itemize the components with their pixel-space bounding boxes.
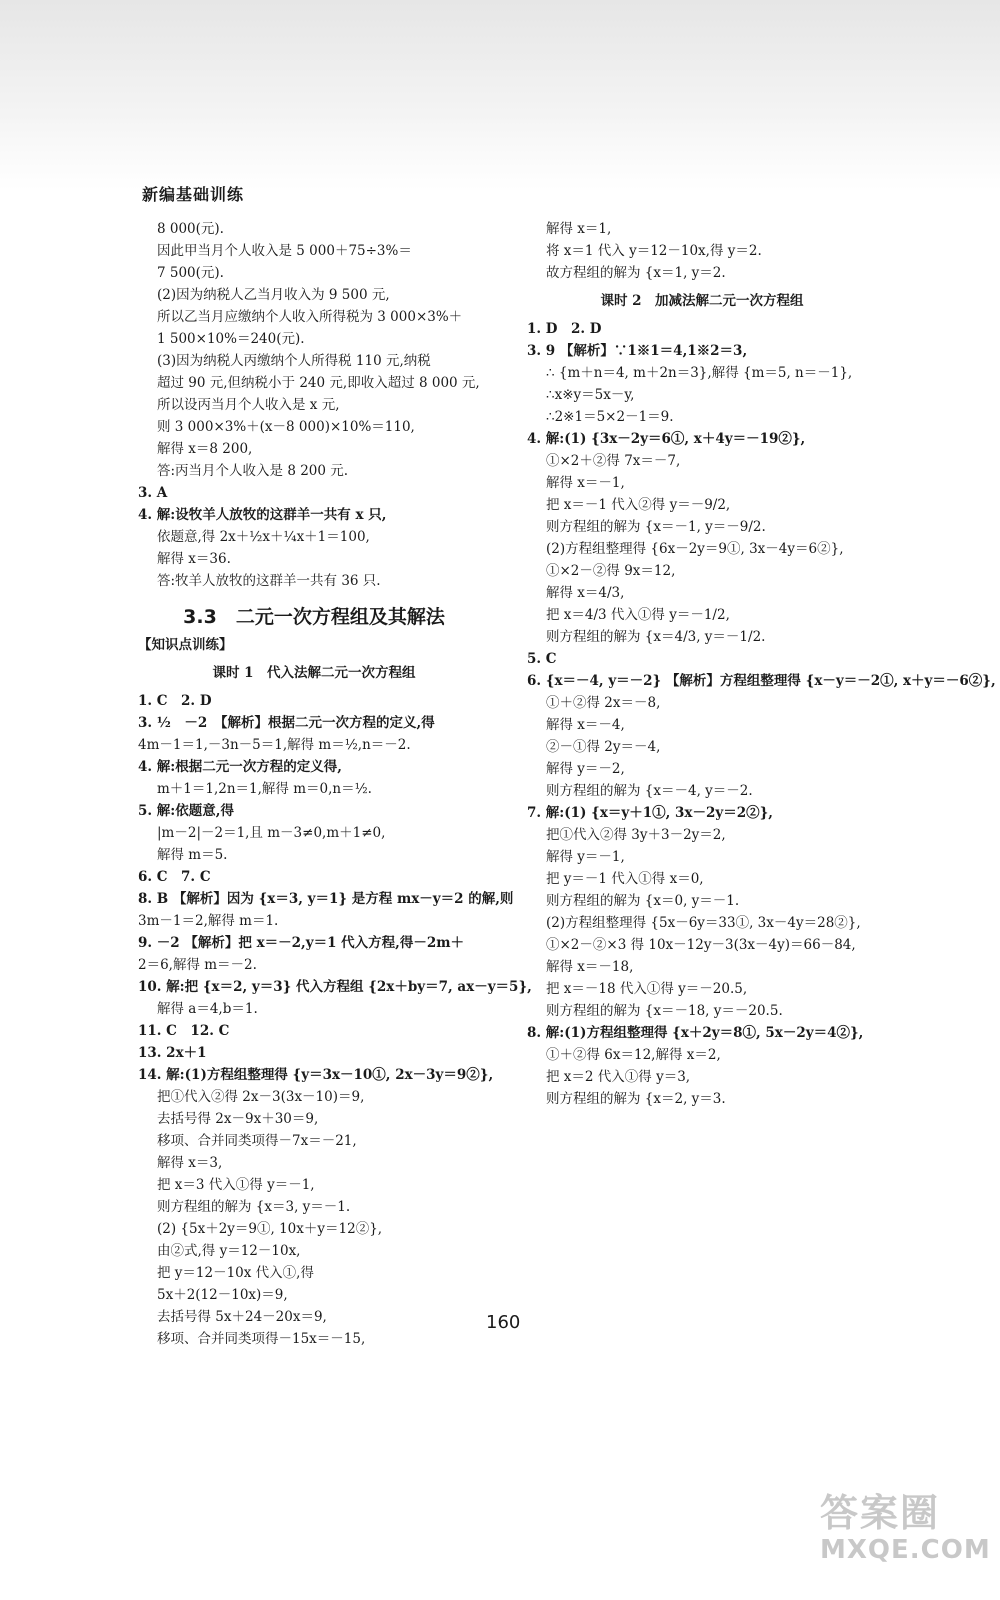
text-line: 依题意,得 2x＋½x＋¼x＋1＝100, bbox=[157, 529, 370, 545]
book-header: 新编基础训练 bbox=[142, 185, 245, 204]
text-line: 1. D 2. D bbox=[527, 321, 602, 337]
text-line: 解得 x＝－4, bbox=[546, 717, 625, 733]
page-number: 160 bbox=[486, 1312, 521, 1333]
text-line: 【知识点训练】 bbox=[138, 637, 233, 653]
text-line: 将 x＝1 代入 y＝12－10x,得 y＝2. bbox=[546, 243, 762, 259]
text-line: 所以设丙当月个人收入是 x 元, bbox=[157, 397, 340, 413]
text-line: 8 000(元). bbox=[157, 221, 224, 237]
text-line: 把 x＝3 代入①得 y＝－1, bbox=[157, 1177, 315, 1193]
text-line: 解得 y＝－2, bbox=[546, 761, 625, 777]
text-line: 则方程组的解为 {x＝3, y＝－1. bbox=[157, 1199, 351, 1215]
text-line: 则方程组的解为 {x＝2, y＝3. bbox=[546, 1091, 726, 1107]
text-line: 14. 解:(1)方程组整理得 {y＝3x－10①, 2x－3y＝9②}, bbox=[138, 1067, 494, 1083]
text-line: 5. C bbox=[527, 651, 557, 667]
text-line: ①＋②得 6x＝12,解得 x＝2, bbox=[546, 1047, 721, 1063]
text-line: 则方程组的解为 {x＝－18, y＝－20.5. bbox=[546, 1003, 783, 1019]
text-line: 去括号得 2x－9x＋30＝9, bbox=[157, 1111, 319, 1127]
text-line: 9. －2 【解析】把 x＝－2,y＝1 代入方程,得－2m＋ bbox=[138, 935, 465, 951]
text-line: 2＝6,解得 m＝－2. bbox=[138, 957, 257, 973]
text-line: m＋1＝1,2n＝1,解得 m＝0,n＝½. bbox=[157, 781, 372, 797]
text-line: 把①代入②得 3y＋3－2y＝2, bbox=[546, 827, 726, 843]
watermark-url: MXQE.COM bbox=[820, 1535, 991, 1565]
text-line: 3. 9 【解析】∵1※1＝4,1※2＝3, bbox=[527, 343, 748, 359]
text-line: 3. ½ －2 【解析】根据二元一次方程的定义,得 bbox=[138, 715, 435, 731]
text-line: 因此甲当月个人收入是 5 000＋75÷3%＝ bbox=[157, 243, 412, 259]
text-line: 课时 2 加减法解二元一次方程组 bbox=[600, 293, 804, 309]
text-line: 1 500×10%＝240(元). bbox=[157, 331, 305, 347]
text-line: ①×2＋②得 7x＝－7, bbox=[546, 453, 681, 469]
text-line: 则方程组的解为 {x＝－1, y＝－9/2. bbox=[546, 519, 766, 535]
text-line: 解得 x＝8 200, bbox=[157, 441, 253, 457]
text-line: (2)方程组整理得 {5x－6y＝33①, 3x－4y＝28②}, bbox=[546, 915, 861, 931]
text-line: 4. 解:设牧羊人放牧的这群羊一共有 x 只, bbox=[138, 507, 387, 523]
text-line: 解得 x＝3, bbox=[157, 1155, 223, 1171]
scan-shadow bbox=[0, 0, 1000, 190]
text-line: 由②式,得 y＝12－10x, bbox=[157, 1243, 301, 1259]
text-line: 3.3 二元一次方程组及其解法 bbox=[183, 606, 445, 628]
text-line: (2) {5x＋2y＝9①, 10x＋y＝12②}, bbox=[157, 1221, 383, 1237]
text-line: ②－①得 2y＝－4, bbox=[546, 739, 661, 755]
text-line: 把 x＝－18 代入①得 y＝－20.5, bbox=[546, 981, 748, 997]
text-line: ∴ {m＋n＝4, m＋2n＝3},解得 {m＝5, n＝－1}, bbox=[546, 365, 853, 381]
text-line: 则 3 000×3%＋(x－8 000)×10%＝110, bbox=[157, 419, 415, 435]
text-line: ∴x※y＝5x－y, bbox=[546, 387, 635, 403]
watermark-logo bbox=[820, 1482, 991, 1565]
text-line: ①＋②得 2x＝－8, bbox=[546, 695, 661, 711]
text-line: 解得 m＝5. bbox=[157, 847, 228, 863]
text-line: 5x＋2(12－10x)＝9, bbox=[157, 1287, 288, 1303]
text-line: |m－2|－2＝1,且 m－3≠0,m＋1≠0, bbox=[157, 825, 386, 841]
text-line: 则方程组的解为 {x＝4/3, y＝－1/2. bbox=[546, 629, 766, 645]
text-line: 移项、合并同类项得－7x＝－21, bbox=[157, 1133, 357, 1149]
text-line: 把 x＝－1 代入②得 y＝－9/2, bbox=[546, 497, 731, 513]
text-line: 3. A bbox=[138, 485, 168, 501]
text-line: 解得 x＝－18, bbox=[546, 959, 634, 975]
text-line: 8. B 【解析】因为 {x＝3, y＝1} 是方程 mx－y＝2 的解,则 bbox=[138, 891, 514, 907]
text-line: ∴2※1＝5×2－1＝9. bbox=[546, 409, 674, 425]
text-line: 6. C 7. C bbox=[138, 869, 211, 885]
text-line: 11. C 12. C bbox=[138, 1023, 230, 1039]
text-line: 4. 解:(1) {3x－2y＝6①, x＋4y＝－19②}, bbox=[527, 431, 806, 447]
text-line: 把 x＝2 代入①得 y＝3, bbox=[546, 1069, 691, 1085]
text-line: 把 x＝4/3 代入①得 y＝－1/2, bbox=[546, 607, 730, 623]
text-line: 7 500(元). bbox=[157, 265, 224, 281]
text-line: 把①代入②得 2x－3(3x－10)＝9, bbox=[157, 1089, 365, 1105]
text-line: 解得 x＝1, bbox=[546, 221, 612, 237]
text-line: 4m－1＝1,－3n－5＝1,解得 m＝½,n＝－2. bbox=[138, 737, 411, 753]
text-line: (2)因为纳税人乙当月收入为 9 500 元, bbox=[157, 287, 390, 303]
text-line: 把 y＝－1 代入①得 x＝0, bbox=[546, 871, 704, 887]
text-line: 解得 y＝－1, bbox=[546, 849, 625, 865]
text-line: 故方程组的解为 {x＝1, y＝2. bbox=[546, 265, 726, 281]
text-line: 10. 解:把 {x＝2, y＝3} 代入方程组 {2x＋by＝7, ax－y＝5}, bbox=[138, 979, 532, 995]
text-line: 4. 解:根据二元一次方程的定义得, bbox=[138, 759, 342, 775]
text-line: 去括号得 5x＋24－20x＝9, bbox=[157, 1309, 327, 1325]
text-line: ①×2－②×3 得 10x－12y－3(3x－4y)＝66－84, bbox=[546, 937, 856, 953]
text-line: 解得 x＝36. bbox=[157, 551, 231, 567]
text-line: 5. 解:依题意,得 bbox=[138, 803, 234, 819]
text-line: 课时 1 代入法解二元一次方程组 bbox=[212, 665, 416, 681]
text-line: ①×2－②得 9x＝12, bbox=[546, 563, 676, 579]
text-line: 8. 解:(1)方程组整理得 {x＋2y＝8①, 5x－2y＝4②}, bbox=[527, 1025, 864, 1041]
right-column bbox=[527, 218, 996, 1110]
text-line: (3)因为纳税人丙缴纳个人所得税 110 元,纳税 bbox=[157, 353, 431, 369]
text-line: 6. {x＝－4, y＝－2} 【解析】方程组整理得 {x－y＝－2①, x＋y＝－6②}, bbox=[527, 673, 996, 689]
text-line: 3m－1＝2,解得 m＝1. bbox=[138, 913, 279, 929]
text-line: 所以乙当月应缴纳个人收入所得税为 3 000×3%＋ bbox=[157, 309, 463, 325]
text-line: (2)方程组整理得 {6x－2y＝9①, 3x－4y＝6②}, bbox=[546, 541, 844, 557]
text-line: 解得 x＝4/3, bbox=[546, 585, 625, 601]
watermark-text: 答案圈 bbox=[820, 1491, 941, 1535]
text-line: 则方程组的解为 {x＝0, y＝－1. bbox=[546, 893, 740, 909]
text-line: 解得 a＝4,b＝1. bbox=[157, 1001, 258, 1017]
text-line: 1. C 2. D bbox=[138, 693, 212, 709]
text-line: 13. 2x＋1 bbox=[138, 1045, 207, 1061]
text-line: 超过 90 元,但纳税小于 240 元,即收入超过 8 000 元, bbox=[157, 375, 480, 391]
text-line: 解得 x＝－1, bbox=[546, 475, 625, 491]
text-line: 7. 解:(1) {x＝y＋1①, 3x－2y＝2②}, bbox=[527, 805, 773, 821]
text-line: 把 y＝12－10x 代入①,得 bbox=[157, 1265, 314, 1281]
text-line: 移项、合并同类项得－15x＝－15, bbox=[157, 1331, 366, 1347]
text-line: 则方程组的解为 {x＝－4, y＝－2. bbox=[546, 783, 753, 799]
text-line: 答:丙当月个人收入是 8 200 元. bbox=[157, 463, 349, 479]
text-line: 答:牧羊人放牧的这群羊一共有 36 只. bbox=[157, 573, 381, 589]
